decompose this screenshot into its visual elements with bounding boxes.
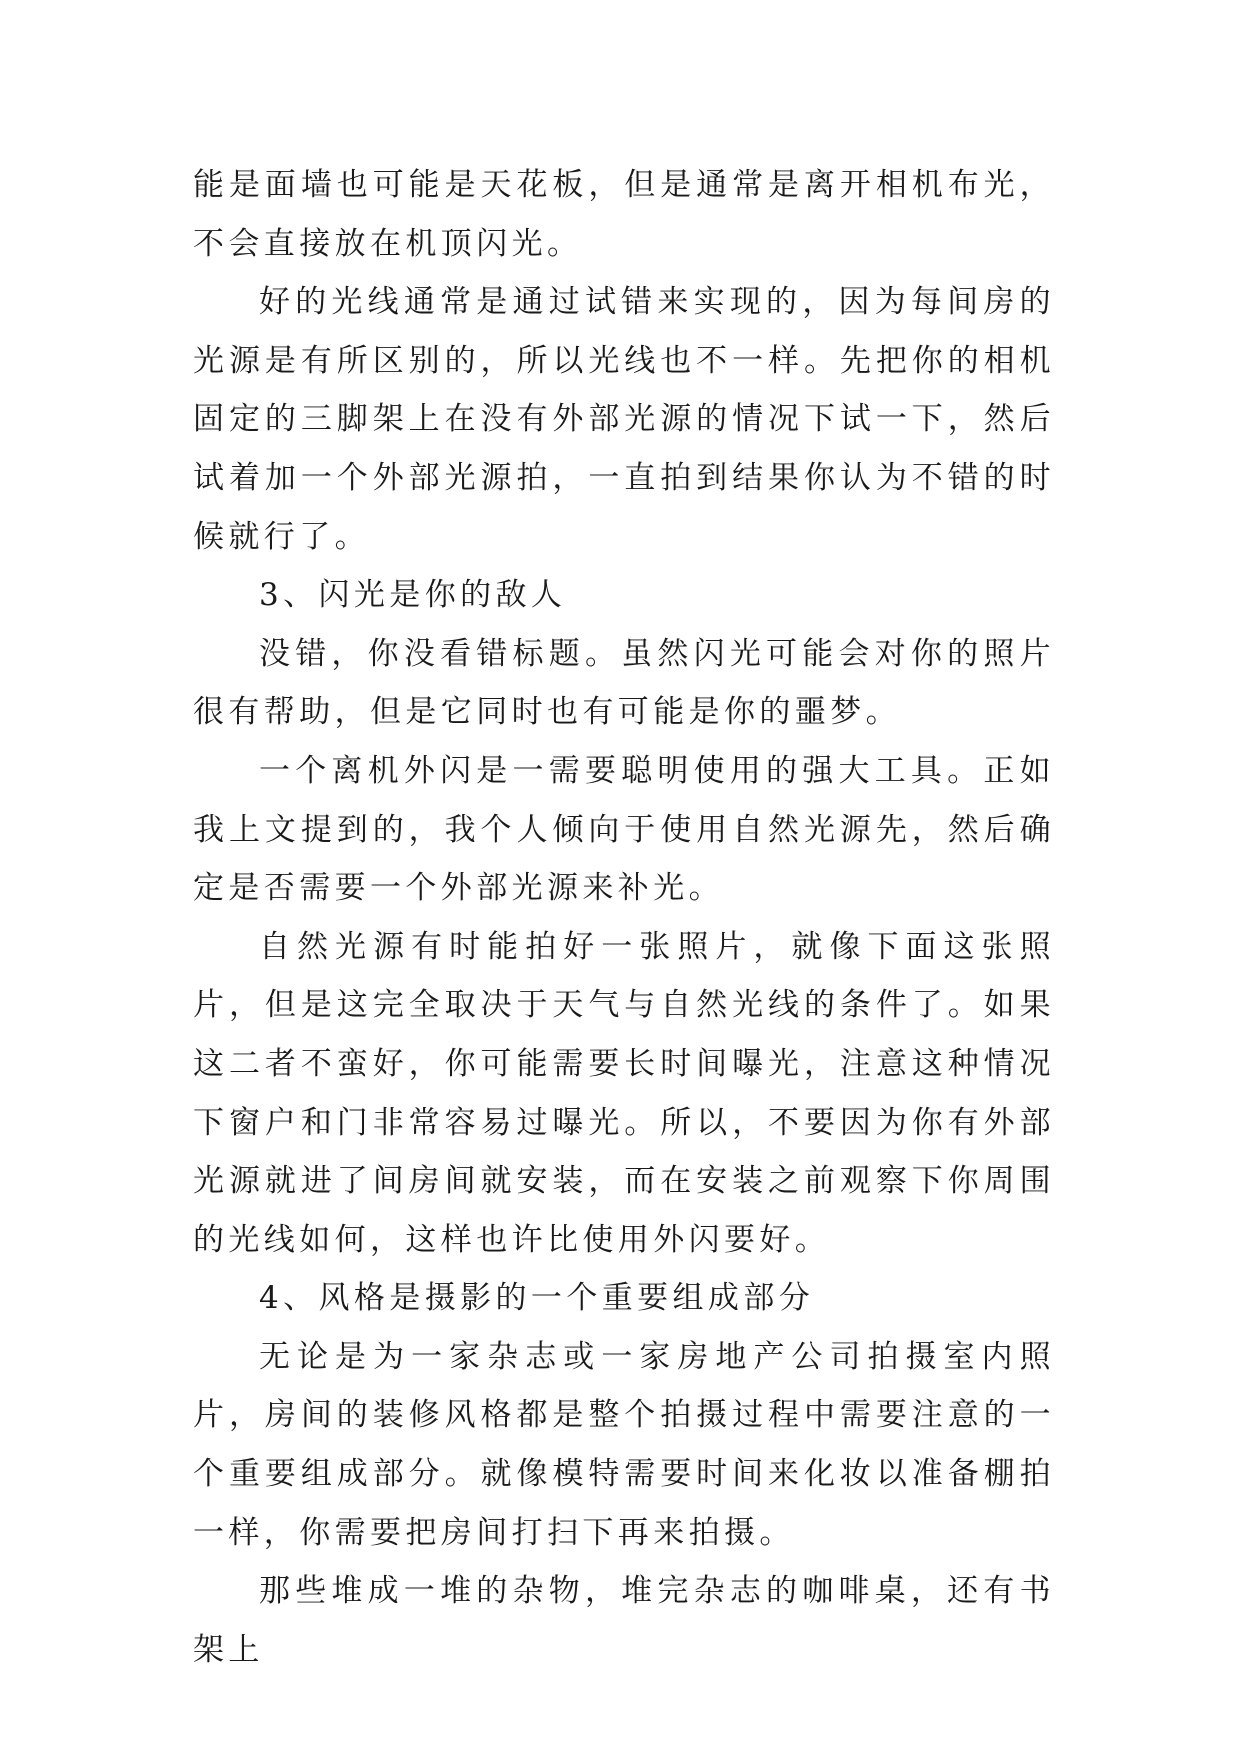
paragraph-decor-style: 无论是为一家杂志或一家房地产公司拍摄室内照片，房间的装修风格都是整个拍摄过程中需要注意的一个重要组成部分。就像模特需要时间来化妆以准备棚拍一样，你需要把房间打扫下再来拍摄。 <box>193 1338 1055 1551</box>
paragraph-lighting-trial: 好的光线通常是通过试错来实现的，因为每间房的光源是有所区别的，所以光线也不一样。先把你的相机固定的三脚架上在没有外部光源的情况下试一下，然后试着加一个外部光源拍，一直拍到结果你认为不错的时候就行了。 <box>193 284 1055 555</box>
section-heading-style: 4、风格是摄影的一个重要组成部分 <box>259 1280 815 1317</box>
paragraph-offcamera-flash: 一个离机外闪是一需要聪明使用的强大工具。正如我上文提到的，我个人倾向于使用自然光源先，然后确定是否需要一个外部光源来补光。 <box>193 752 1055 907</box>
paragraph-flash-intro: 没错，你没看错标题。虽然闪光可能会对你的照片很有帮助，但是它同时也有可能是你的噩梦。 <box>193 635 1055 731</box>
document-body <box>193 156 1055 1679</box>
paragraph-clutter: 那些堆成一堆的杂物，堆完杂志的咖啡桌，还有书架上 <box>193 1573 1055 1668</box>
paragraph-natural-light: 自然光源有时能拍好一张照片，就像下面这张照片，但是这完全取决于天气与自然光线的条件了。如果这二者不蛮好，你可能需要长时间曝光，注意这种情况下窗户和门非常容易过曝光。所以，不要因为你有外部光源就进了间房间就安装，而在安装之前观察下你周围的光线如何，这样也许比使用外闪要好。 <box>193 928 1055 1258</box>
paragraph-continuation: 能是面墙也可能是天花板，但是通常是离开相机布光，不会直接放在机顶闪光。 <box>193 167 1055 262</box>
section-heading-flash: 3、闪光是你的敌人 <box>259 577 567 614</box>
